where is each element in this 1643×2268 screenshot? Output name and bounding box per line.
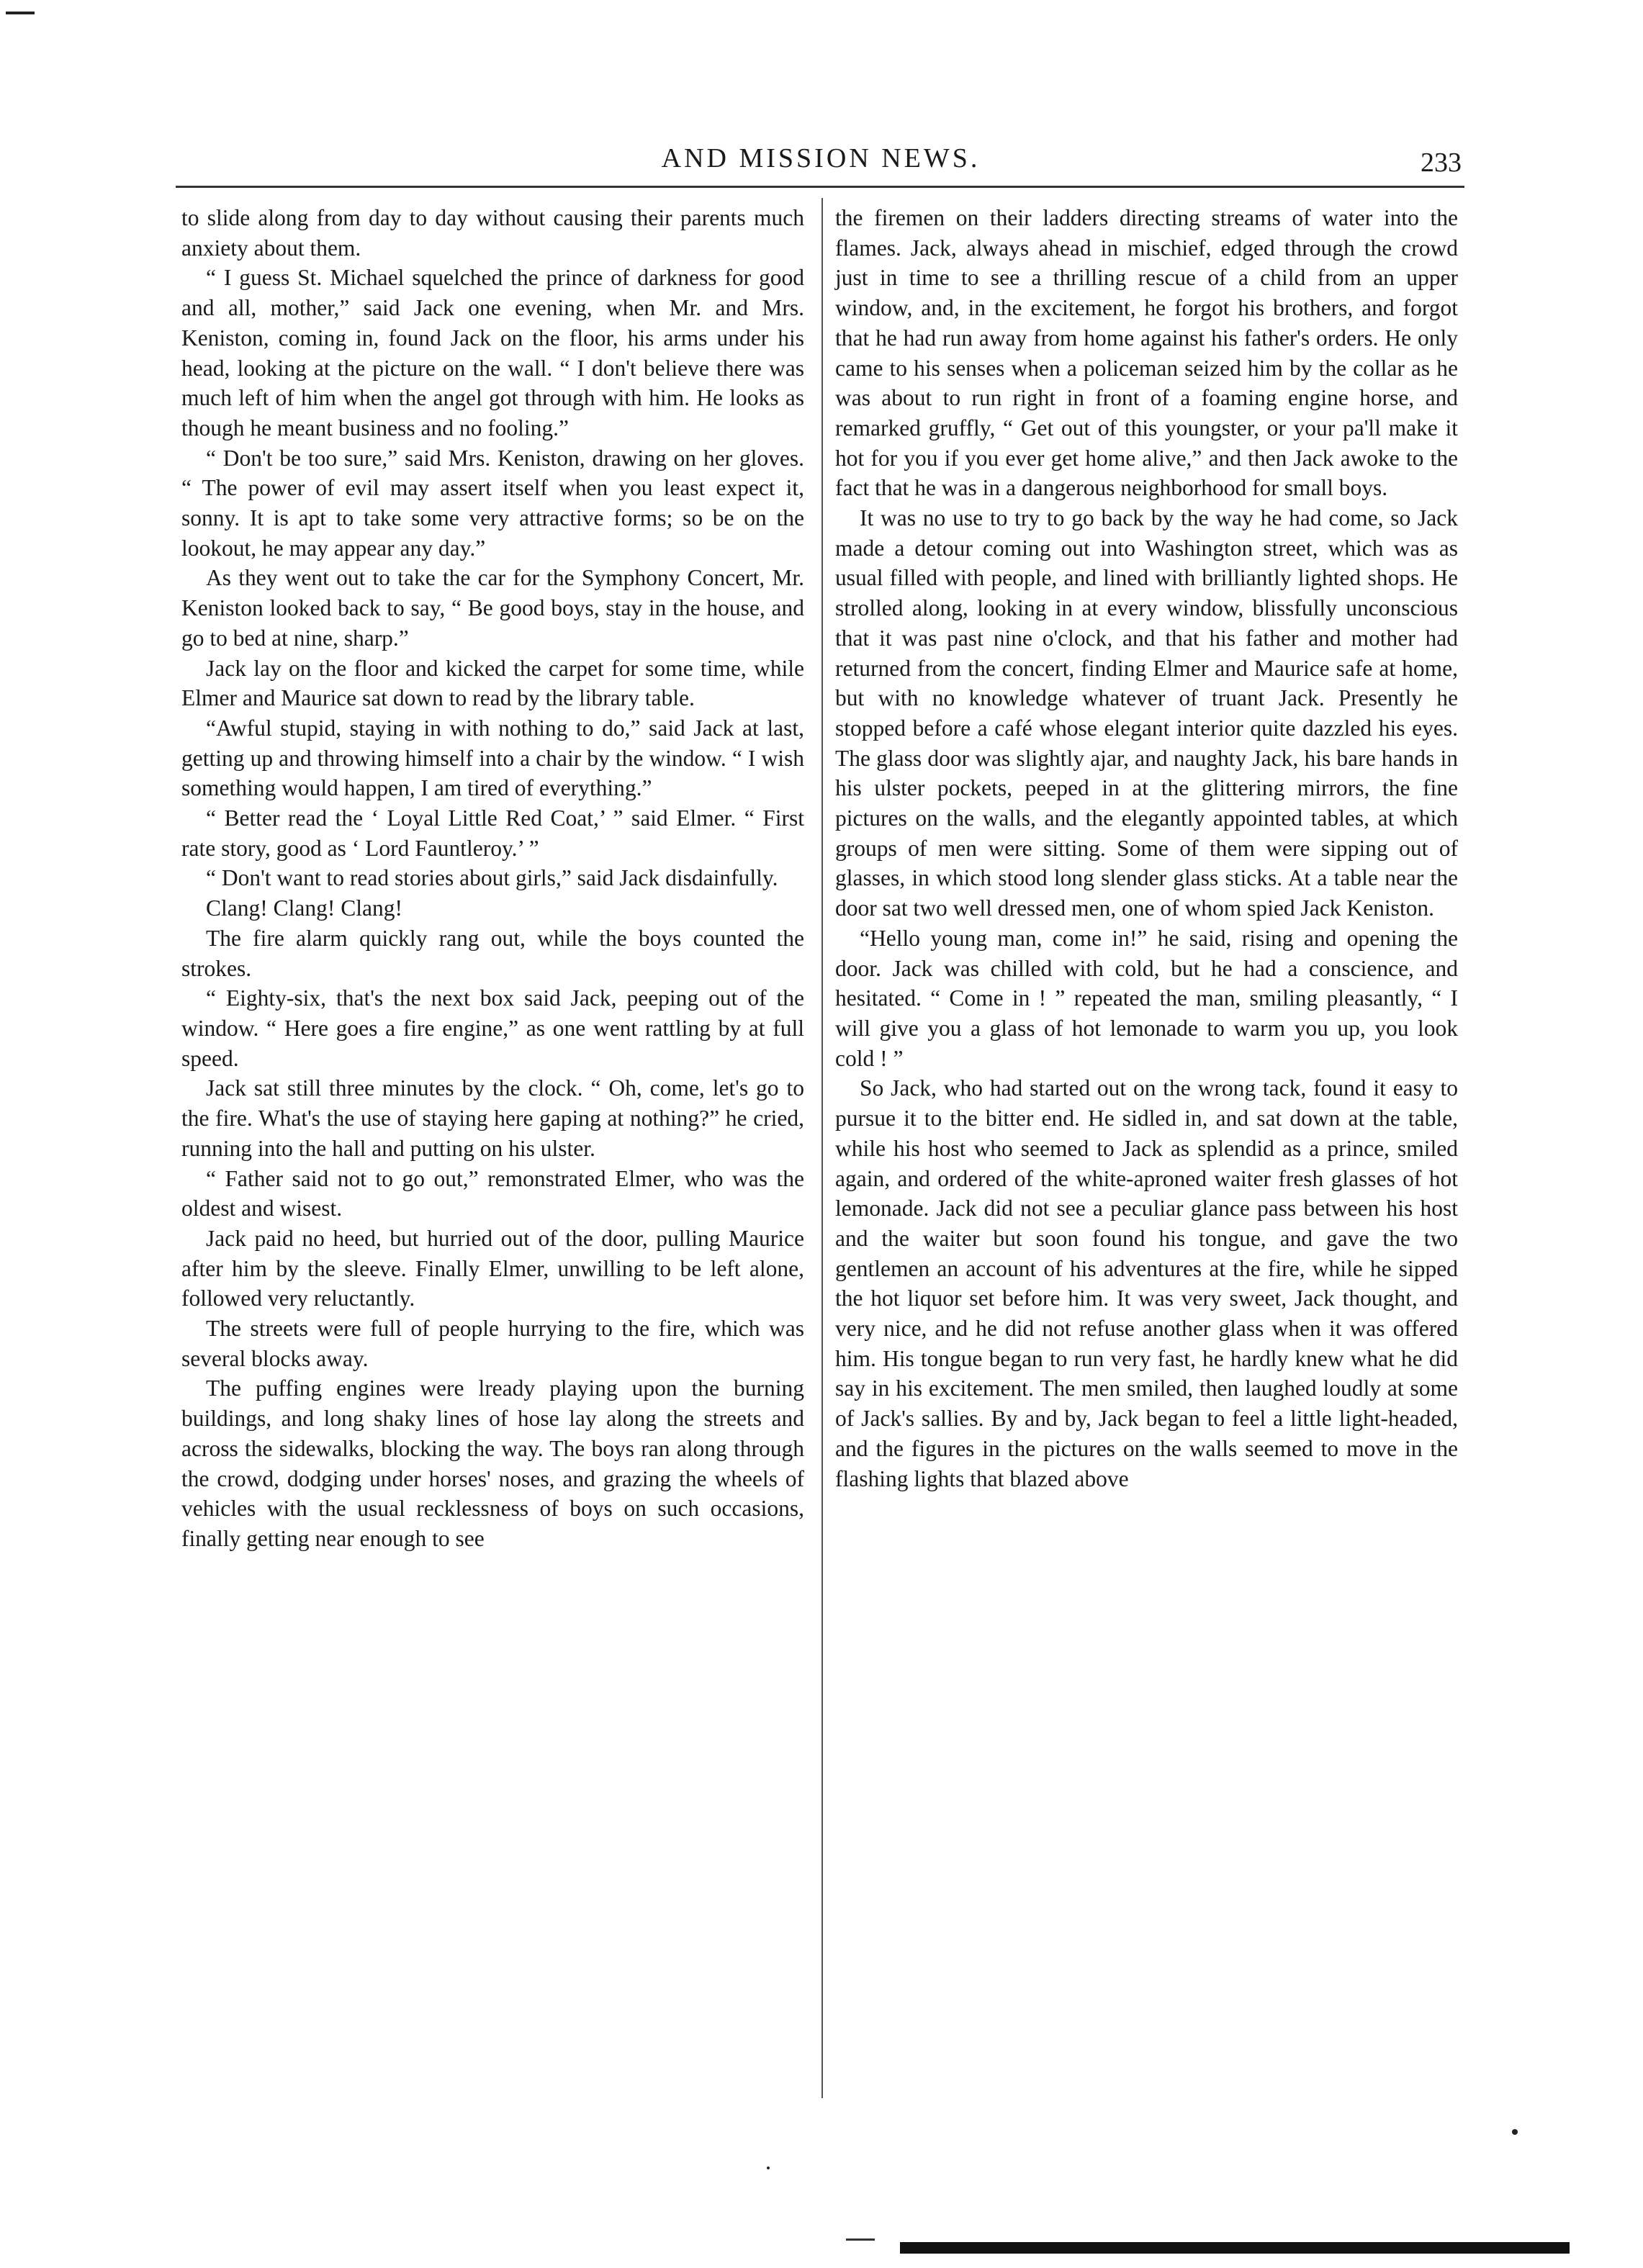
- paragraph: “Hello young man, come in!” he said, rising and opening the door. Jack was chilled with cold, but he had a conscience, and hesitated. “ Come in ! ” repeated the man, smiling pleasantly, “ I will give you a glass of hot lemonade to warm you up, you look cold ! ”: [835, 925, 1458, 1071]
- running-title: AND MISSION NEWS.: [661, 143, 981, 173]
- paragraph: The fire alarm quickly rang out, while the boys counted the strokes.: [181, 925, 804, 981]
- paragraph: The puffing engines were lready playing upon the burning buildings, and long shaky lines of hose lay along the streets and across the sidewalks, blocking the way. The boys ran along through the crowd, dodging under horses' noses, and grazing the wheels of vehicles with the usual recklessness of boys on such occasions, finally getting near enough to see: [181, 1375, 804, 1551]
- paragraph: It was no use to try to go back by the way he had come, so Jack made a detour coming out into Washington street, which was as usual filled with people, and lined with brilliantly lighted shops. He strolled along, looking in at every window, blissfully unconscious that it was past nine o'clock, and that his father and mother had returned from the concert, finding Elmer and Maurice safe at home, but with no knowledge whatever of truant Jack. Presently he stopped before a café whose elegant interior quite dazzled his eyes. The glass door was slightly ajar, and naughty Jack, his bare hands in his ulster pockets, peeped in at the glittering mirrors, the fine pictures on the walls, and the elegantly appointed tables, at which groups of men were sitting. Some of them were sipping out of glasses, in which stood long slender glass sticks. At a table near the door sat two well dressed men, one of whom spied Jack Keniston.: [835, 505, 1458, 921]
- left-column: [181, 203, 804, 1554]
- scan-corner-mark: [6, 12, 35, 14]
- right-column: [835, 203, 1458, 1494]
- paragraph: “ Eighty-six, that's the next box said Jack, peeping out of the window. “ Here goes a fire engine,” as one went rattling by at full speed.: [181, 985, 804, 1071]
- column-divider: [822, 198, 823, 2098]
- paragraph: “Awful stupid, staying in with nothing to do,” said Jack at last, getting up and throwing himself into a chair by the window. “ I wish something would happen, I am tired of everything.”: [181, 715, 804, 801]
- running-head: [180, 143, 1462, 179]
- paragraph: “ Better read the ‘ Loyal Little Red Coat,’ ” said Elmer. “ First rate story, good as ‘ Lord Fauntleroy.’ ”: [181, 805, 804, 861]
- header-rule: [176, 186, 1464, 188]
- page-number: 233: [1421, 148, 1462, 178]
- bottom-dash: [846, 2238, 875, 2241]
- bottom-rule: [900, 2242, 1570, 2254]
- scan-speck: [1512, 2129, 1518, 2135]
- paragraph: Clang! Clang! Clang!: [206, 895, 402, 921]
- paragraph: So Jack, who had started out on the wrong tack, found it easy to pursue it to the bitter end. He sidled in, and sat down at the table, while his host who seemed to Jack as splendid as a prince, smiled again, and ordered of the white-aproned waiter fresh glasses of hot lemonade. Jack did not see a peculiar glance pass between his host and the waiter but soon found his tongue, and gave the two gentlemen an account of his adventures at the fire, while he sipped the hot liquor set before him. It was very sweet, Jack thought, and very nice, and he did not refuse another glass when it was offered him. His tongue began to run very fast, he hardly knew what he did say in his excitement. The men smiled, then laughed loudly at some of Jack's sallies. By and by, Jack began to feel a little light-headed, and the figures in the pictures on the walls seemed to move in the flashing lights that blazed above: [835, 1075, 1458, 1491]
- paragraph: “ I guess St. Michael squelched the prince of darkness for good and all, mother,” said Jack one evening, when Mr. and Mrs. Keniston, coming in, found Jack on the floor, his arms under his head, looking at the picture on the wall. “ I don't believe there was much left of him when the angel got through with him. He looks as though he meant business and no fooling.”: [181, 265, 804, 441]
- paragraph: “ Don't be too sure,” said Mrs. Keniston, drawing on her gloves. “ The power of evil may assert itself when you least expect it, sonny. It is apt to take some very attractive forms; so be on the lookout, he may appear any day.”: [181, 445, 804, 561]
- paragraph: “ Father said not to go out,” remonstrated Elmer, who was the oldest and wisest.: [181, 1165, 804, 1221]
- paragraph: The streets were full of people hurrying to the fire, which was several blocks away.: [181, 1316, 804, 1371]
- scan-speck: [767, 2167, 770, 2169]
- paragraph: Jack sat still three minutes by the clock. “ Oh, come, let's go to the fire. What's the use of staying here gaping at nothing?” he cried, running into the hall and putting on his ulster.: [181, 1075, 804, 1161]
- paragraph: Jack lay on the floor and kicked the carpet for some time, while Elmer and Maurice sat down to read by the library table.: [181, 655, 804, 711]
- paragraph: Jack paid no heed, but hurried out of the door, pulling Maurice after him by the sleeve. Finally Elmer, unwilling to be left alone, followed very reluctantly.: [181, 1225, 804, 1311]
- paragraph: “ Don't want to read stories about girls,” said Jack disdainfully.: [206, 865, 778, 891]
- paragraph: to slide along from day to day without causing their parents much anxiety about them.: [181, 205, 804, 261]
- paragraph: the firemen on their ladders directing streams of water into the flames. Jack, always ahead in mischief, edged through the crowd just in time to see a thrilling rescue of a child from an upper window, and, in the excitement, he forgot his brothers, and forgot that he had run away from home against his father's orders. He only came to his senses when a policeman seized him by the collar as he was about to run right in front of a foaming engine horse, and remarked gruffly, “ Get out of this youngster, or your pa'll make it hot for you if you ever get home alive,” and then Jack awoke to the fact that he was in a dangerous neighborhood for small boys.: [835, 205, 1458, 501]
- paragraph: As they went out to take the car for the Symphony Concert, Mr. Keniston looked back to say, “ Be good boys, stay in the house, and go to bed at nine, sharp.”: [181, 565, 804, 651]
